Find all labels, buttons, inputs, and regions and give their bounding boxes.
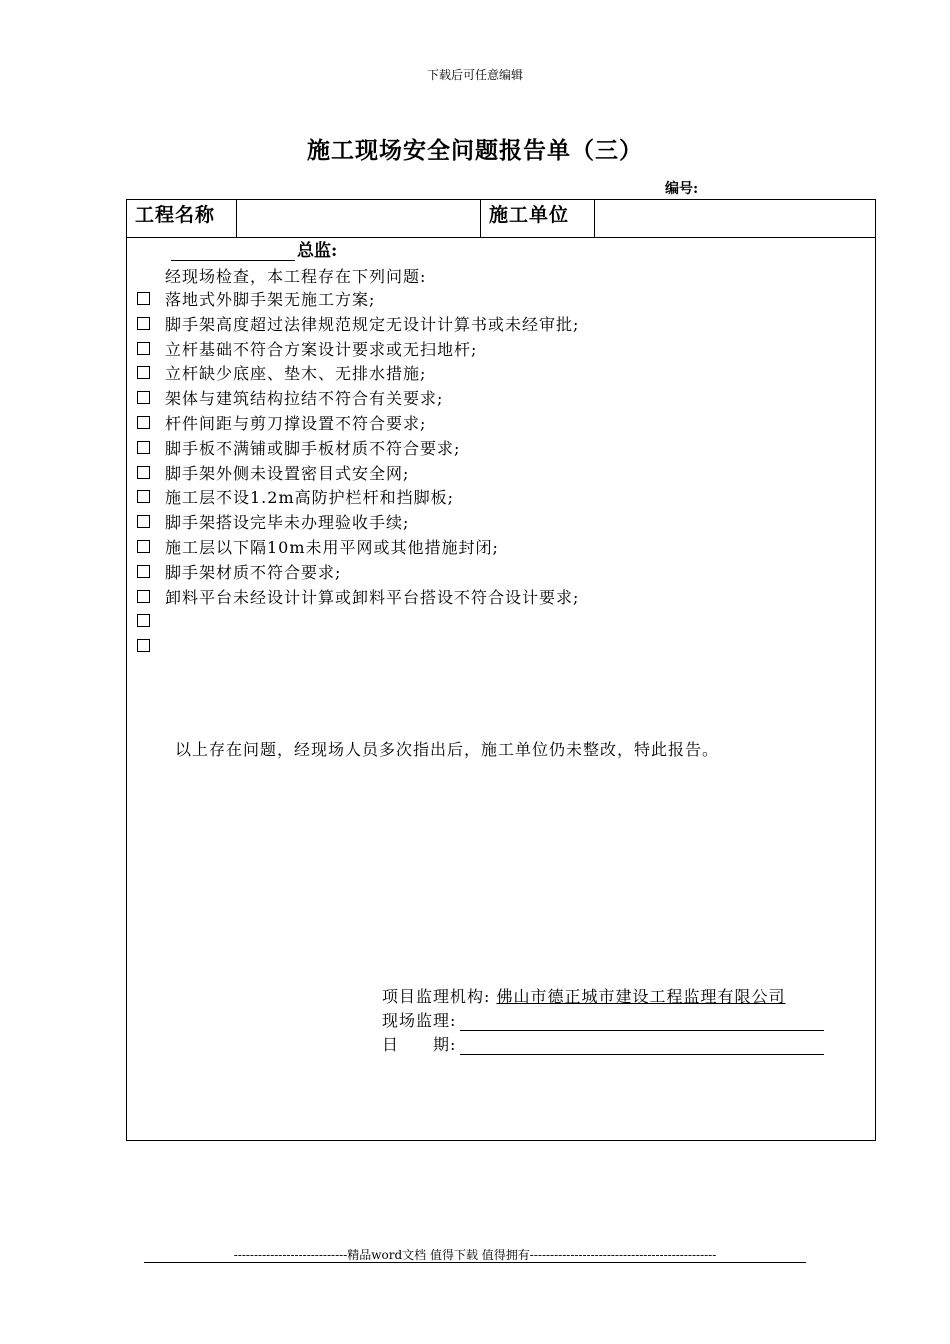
checkbox[interactable] — [137, 292, 150, 305]
checklist-item — [137, 338, 579, 363]
header-note: 下载后可任意编辑 — [426, 68, 523, 82]
project-name-label: 工程名称 — [135, 204, 216, 226]
director-line — [171, 236, 337, 260]
report-form — [126, 199, 876, 1141]
checklist-item-label: 卸料平台未经设计计算或卸料平台搭设不符合设计要求; — [165, 587, 580, 607]
checklist-item-label: 落地式外脚手架无施工方案; — [165, 290, 376, 309]
checkbox[interactable] — [137, 441, 150, 454]
director-label: 总监: — [297, 241, 338, 261]
checkbox[interactable] — [137, 366, 150, 379]
supervisor-field[interactable] — [460, 1014, 824, 1031]
checklist-item — [137, 313, 579, 338]
checkbox[interactable] — [137, 490, 150, 503]
checkbox[interactable] — [137, 614, 150, 627]
contractor-label: 施工单位 — [489, 204, 570, 226]
checkbox[interactable] — [137, 317, 150, 330]
checkbox[interactable] — [137, 639, 150, 652]
checklist-item-label: 施工层以下隔10m未用平网或其他措施封闭; — [165, 537, 499, 557]
director-blank[interactable] — [171, 240, 295, 261]
checkbox[interactable] — [137, 391, 150, 404]
date-line — [382, 1032, 824, 1055]
conclusion-text: 以上存在问题，经现场人员多次指出后，施工单位仍未整改，特此报告。 — [175, 740, 720, 759]
supervisor-line — [382, 1008, 824, 1031]
org-label: 项目监理机构: — [382, 987, 491, 1006]
supervision-org-line — [382, 984, 786, 1007]
checklist-item-label: 脚手架材质不符合要求; — [165, 562, 342, 582]
checklist-item — [137, 486, 579, 511]
header-row — [127, 200, 875, 238]
checklist-item-label: 杆件间距与剪刀撑设置不符合要求; — [165, 413, 427, 433]
checklist-item-label: 脚手架外侧未设置密目式安全网; — [165, 463, 410, 483]
checklist-item — [137, 536, 579, 561]
checklist-item — [137, 288, 579, 313]
checklist-item — [137, 362, 579, 387]
checklist-item-label: 立杆缺少底座、垫木、无排水措施; — [165, 364, 427, 384]
contractor-field[interactable] — [595, 200, 875, 237]
checkbox[interactable] — [137, 565, 150, 578]
footer-divider — [144, 1262, 806, 1263]
checklist-item — [137, 412, 579, 437]
project-name-label-cell — [127, 200, 237, 237]
project-name-field[interactable] — [237, 200, 481, 237]
checkbox[interactable] — [137, 515, 150, 528]
supervisor-label: 现场监理: — [382, 1011, 457, 1030]
checklist-item-label: 脚手架搭设完毕未办理验收手续; — [165, 513, 410, 533]
checklist-item — [137, 561, 579, 586]
checkbox[interactable] — [137, 540, 150, 553]
checklist-item — [137, 586, 579, 611]
contractor-label-cell — [481, 200, 595, 237]
serial-number-label: 编号: — [665, 181, 699, 197]
checklist-item — [137, 437, 579, 462]
checklist-item-label: 施工层不设1.2m高防护栏杆和挡脚板; — [165, 488, 455, 508]
checklist-item-label: 立杆基础不符合方案设计要求或无扫地杆; — [165, 339, 478, 359]
checklist-item-label: 架体与建筑结构拉结不符合有关要求; — [165, 389, 444, 409]
checklist-item-label: 脚手板不满铺或脚手板材质不符合要求; — [165, 438, 461, 458]
checklist-item — [137, 387, 579, 412]
checklist-item — [137, 462, 579, 487]
checkbox[interactable] — [137, 590, 150, 603]
issue-checklist — [137, 288, 579, 660]
checklist-item — [137, 610, 579, 635]
checkbox[interactable] — [137, 416, 150, 429]
date-field[interactable] — [460, 1038, 824, 1055]
page-title: 施工现场安全问题报告单（三） — [307, 137, 643, 164]
org-name: 佛山市德正城市建设工程监理有限公司 — [496, 987, 786, 1006]
intro-text: 经现场检查，本工程存在下列问题: — [165, 267, 427, 286]
checkbox[interactable] — [137, 342, 150, 355]
checkbox[interactable] — [137, 466, 150, 479]
footer-text: ----------------------------精品word文档 值得下载 值得拥有---------------------------------------------- — [233, 1248, 717, 1262]
checklist-item — [137, 635, 579, 660]
checklist-item — [137, 511, 579, 536]
checklist-item-label: 脚手架高度超过法律规范规定无设计计算书或未经审批; — [165, 314, 580, 334]
date-label: 日 期: — [382, 1035, 457, 1054]
